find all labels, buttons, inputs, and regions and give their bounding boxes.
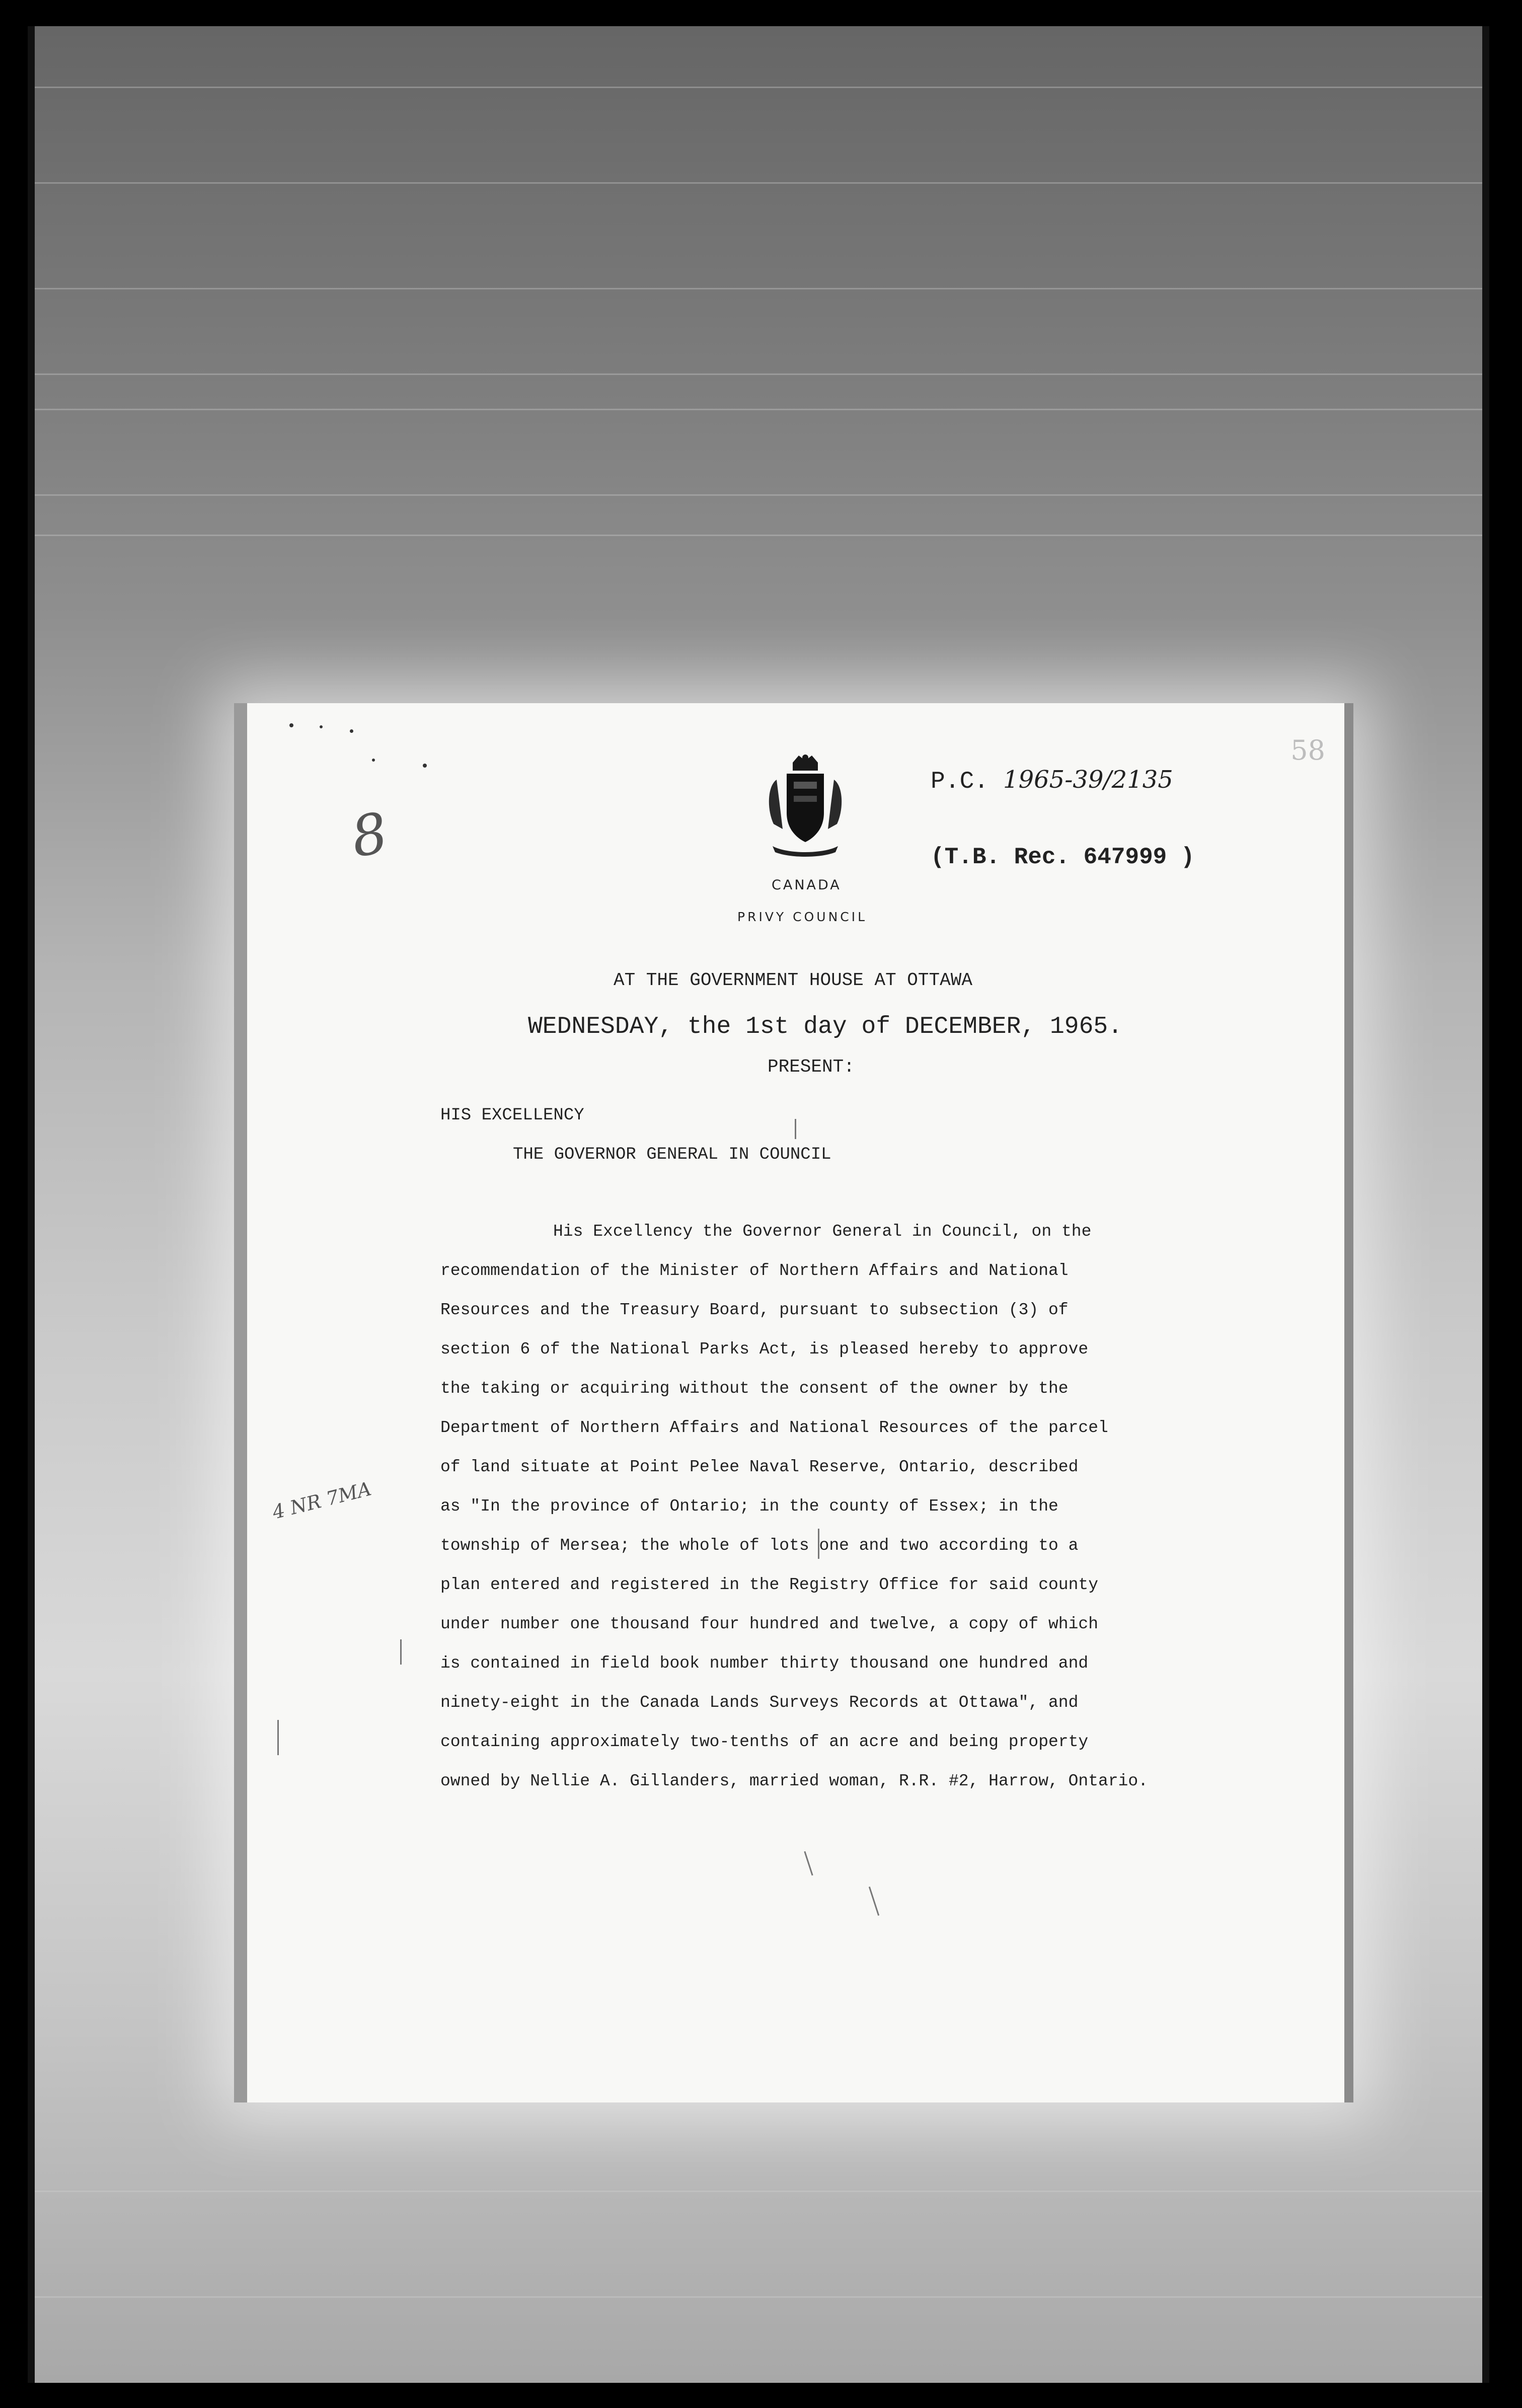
office-label: PRIVY COUNCIL (737, 910, 868, 924)
microfilm-background (28, 26, 1489, 2383)
film-speck (372, 759, 375, 762)
body-text-line: as "In the province of Ontario; in the county of Essex; in the (440, 1497, 1058, 1516)
film-streak (28, 2191, 1489, 2192)
body-text-line: Resources and the Treasury Board, pursuant to subsection (3) of (440, 1301, 1069, 1319)
film-scratch (869, 1887, 879, 1916)
film-streak (28, 535, 1489, 536)
film-streak (28, 2296, 1489, 2298)
body-text-line: recommendation of the Minister of Northern Affairs and National (440, 1261, 1069, 1280)
body-text-line: under number one thousand four hundred and twelve, a copy of which (440, 1615, 1099, 1633)
body-text-line: ninety-eight in the Canada Lands Surveys Records at Ottawa", and (440, 1693, 1079, 1712)
film-streak (28, 87, 1489, 88)
page-edge (1344, 703, 1353, 2102)
treasury-board-record: (T.B. Rec. 647999 ) (931, 844, 1195, 870)
body-text-line: is contained in field book number thirty thousand one hundred and (440, 1654, 1089, 1673)
body-text-line: the taking or acquiring without the consent of the owner by the (440, 1379, 1069, 1398)
film-scratch (277, 1720, 279, 1755)
body-text-line: owned by Nellie A. Gillanders, married woman, R.R. #2, Harrow, Ontario. (440, 1772, 1149, 1790)
order-number-value: 1965-39/2135 (1003, 766, 1173, 794)
film-scratch (804, 1851, 813, 1875)
film-speck (350, 729, 353, 733)
film-streak (28, 409, 1489, 410)
handwritten-mark: 8 (346, 800, 393, 870)
film-edge (28, 26, 35, 2383)
coat-of-arms-icon (763, 754, 848, 859)
body-text-line: containing approximately two-tenths of an acre and being property (440, 1733, 1089, 1751)
body-text-line: township of Mersea; the whole of lots one and two according to a (440, 1536, 1079, 1555)
attendance-line: THE GOVERNOR GENERAL IN COUNCIL (513, 1145, 831, 1164)
film-streak (28, 373, 1489, 375)
present-label: PRESENT: (768, 1057, 855, 1077)
film-edge (1482, 26, 1489, 2383)
document-page (234, 703, 1353, 2102)
film-streak (28, 288, 1489, 289)
body-text-line: Department of Northern Affairs and National Resources of the parcel (440, 1418, 1108, 1437)
film-speck (423, 764, 427, 768)
place-line: AT THE GOVERNMENT HOUSE AT OTTAWA (614, 970, 972, 991)
page-number: 58 (1290, 734, 1325, 766)
body-text-line: section 6 of the National Parks Act, is pleased hereby to approve (440, 1340, 1089, 1359)
date-line: WEDNESDAY, the 1st day of DECEMBER, 1965. (528, 1013, 1122, 1040)
attendance-line: HIS EXCELLENCY (440, 1106, 584, 1125)
order-number-prefix: P.C. (931, 768, 989, 795)
body-text-line: His Excellency the Governor General in Council, on the (553, 1222, 1092, 1241)
page-edge (234, 703, 247, 2102)
film-streak (28, 182, 1489, 184)
film-scratch (400, 1639, 402, 1665)
film-speck (320, 725, 323, 728)
body-text-line: of land situate at Point Pelee Naval Reserve, Ontario, described (440, 1458, 1079, 1476)
handwritten-margin-note: 4 NR 7MA (270, 1477, 374, 1524)
body-text-line: plan entered and registered in the Registry Office for said county (440, 1575, 1099, 1594)
film-speck (289, 723, 293, 727)
crest-label: CANADA (772, 877, 842, 893)
film-scratch (795, 1119, 796, 1139)
order-number (931, 766, 1173, 795)
film-streak (28, 494, 1489, 496)
